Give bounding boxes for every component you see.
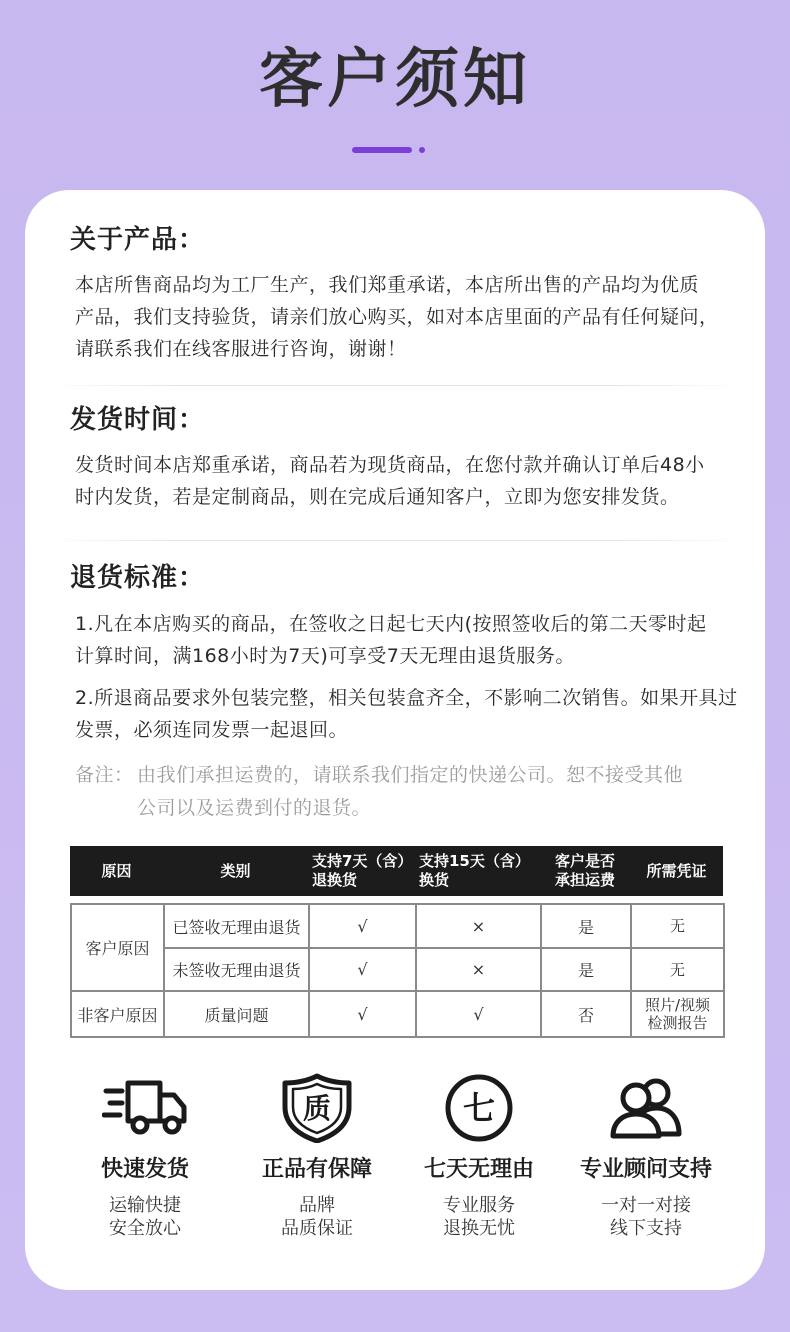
header-shipping-paid: 客户是否 承担运费 [554,852,615,889]
section-divider [50,385,740,386]
paragraph-line: 时内发货，若是定制商品，则在完成后通知客户，立即为您安排发货。 [75,486,680,508]
cell-proof: 照片/视频 检测报告 [631,991,724,1037]
feature-description: 专业服务 退换无忧 [443,1195,515,1239]
cell-shipping-paid: 是 [541,904,631,948]
users-icon [566,1068,726,1148]
feature-title: 正品有保障 [261,1157,372,1182]
paragraph-line: 发票，必须连同发票一起退回。 [75,719,349,741]
section-heading-returns: 退货标准： [70,563,206,593]
shield-quality-icon [237,1068,397,1148]
feature-title: 七天无理由 [423,1157,534,1182]
cell-shipping-paid: 是 [541,948,631,991]
feature-fast-shipping [65,1068,225,1240]
feature-seven-day-return [399,1068,559,1240]
note-line: 由我们承担运费的，请联系我们指定的快递公司。恕不接受其他 [137,764,684,786]
table-row [71,948,724,991]
paragraph-line: 2.所退商品要求外包装完整，相关包装盒齐全，不影响二次销售。如果开具过 [75,687,738,709]
feature-description: 一对一对接 线下支持 [601,1195,691,1239]
paragraph-line: 产品，我们支持验货，请亲们放心购买，如对本店里面的产品有任何疑问， [75,306,719,328]
header-proof: 所需凭证 [646,861,707,880]
cell-proof: 无 [631,904,724,948]
header-exchange-15-days: 支持15天（含） 换货 [419,852,530,889]
cell-return-7: √ [309,904,416,948]
cell-category: 未签收无理由退货 [164,948,309,991]
cell-category: 质量问题 [164,991,309,1037]
section-paragraph-product [75,269,719,365]
header-return-7-days: 支持7天（含） 退换货 [312,852,413,889]
paragraph-line: 计算时间，满168小时为7天)可享受7天无理由退货服务。 [75,645,575,667]
truck-icon [65,1068,225,1148]
cell-shipping-paid: 否 [541,991,631,1037]
title-underline [352,147,412,153]
cell-return-7: √ [309,991,416,1037]
feature-description: 运输快捷 安全放心 [109,1195,181,1239]
feature-title: 快速发货 [100,1157,189,1182]
page-title: 客户须知 [259,43,531,117]
returns-table-header [70,846,723,896]
section-heading-product: 关于产品： [70,225,206,255]
feature-description: 品牌 品质保证 [281,1195,353,1239]
note-text [137,759,683,825]
returns-table [70,903,725,1038]
header-reason: 原因 [101,861,132,880]
section-divider [50,540,740,541]
returns-item-1 [75,608,707,672]
paragraph-line: 本店所售商品均为工厂生产，我们郑重承诺，本店所出售的产品均为优质 [75,274,700,296]
cell-category: 已签收无理由退货 [164,904,309,948]
cell-exchange-15: × [416,948,541,991]
paragraph-line: 1.凡在本店购买的商品，在签收之日起七天内(按照签收后的第二天零时起 [75,613,707,635]
cell-exchange-15: √ [416,991,541,1037]
returns-note [75,759,683,825]
section-heading-shipping: 发货时间： [70,405,206,435]
seven-glyph: 七 [462,1089,496,1127]
paragraph-line: 请联系我们在线客服进行咨询，谢谢！ [75,338,407,360]
header-category: 类别 [220,861,251,880]
title-underline-dot [419,147,425,153]
returns-item-2 [75,682,738,746]
table-row [71,991,724,1037]
cell-return-7: √ [309,948,416,991]
feature-genuine-guarantee [237,1068,397,1240]
cell-exchange-15: × [416,904,541,948]
note-line: 公司以及运费到付的退货。 [137,797,372,819]
cell-reason: 客户原因 [71,904,164,991]
table-row [71,904,724,948]
feature-title: 专业顾问支持 [579,1157,712,1182]
cell-proof: 无 [631,948,724,991]
seven-days-icon [399,1068,559,1148]
note-label: 备注： [75,764,134,786]
section-paragraph-shipping [75,449,705,513]
paragraph-line: 发货时间本店郑重承诺，商品若为现货商品，在您付款并确认订单后48小 [75,454,705,476]
cell-reason: 非客户原因 [71,991,164,1037]
shield-glyph: 质 [302,1092,332,1125]
feature-consultant-support [566,1068,726,1240]
